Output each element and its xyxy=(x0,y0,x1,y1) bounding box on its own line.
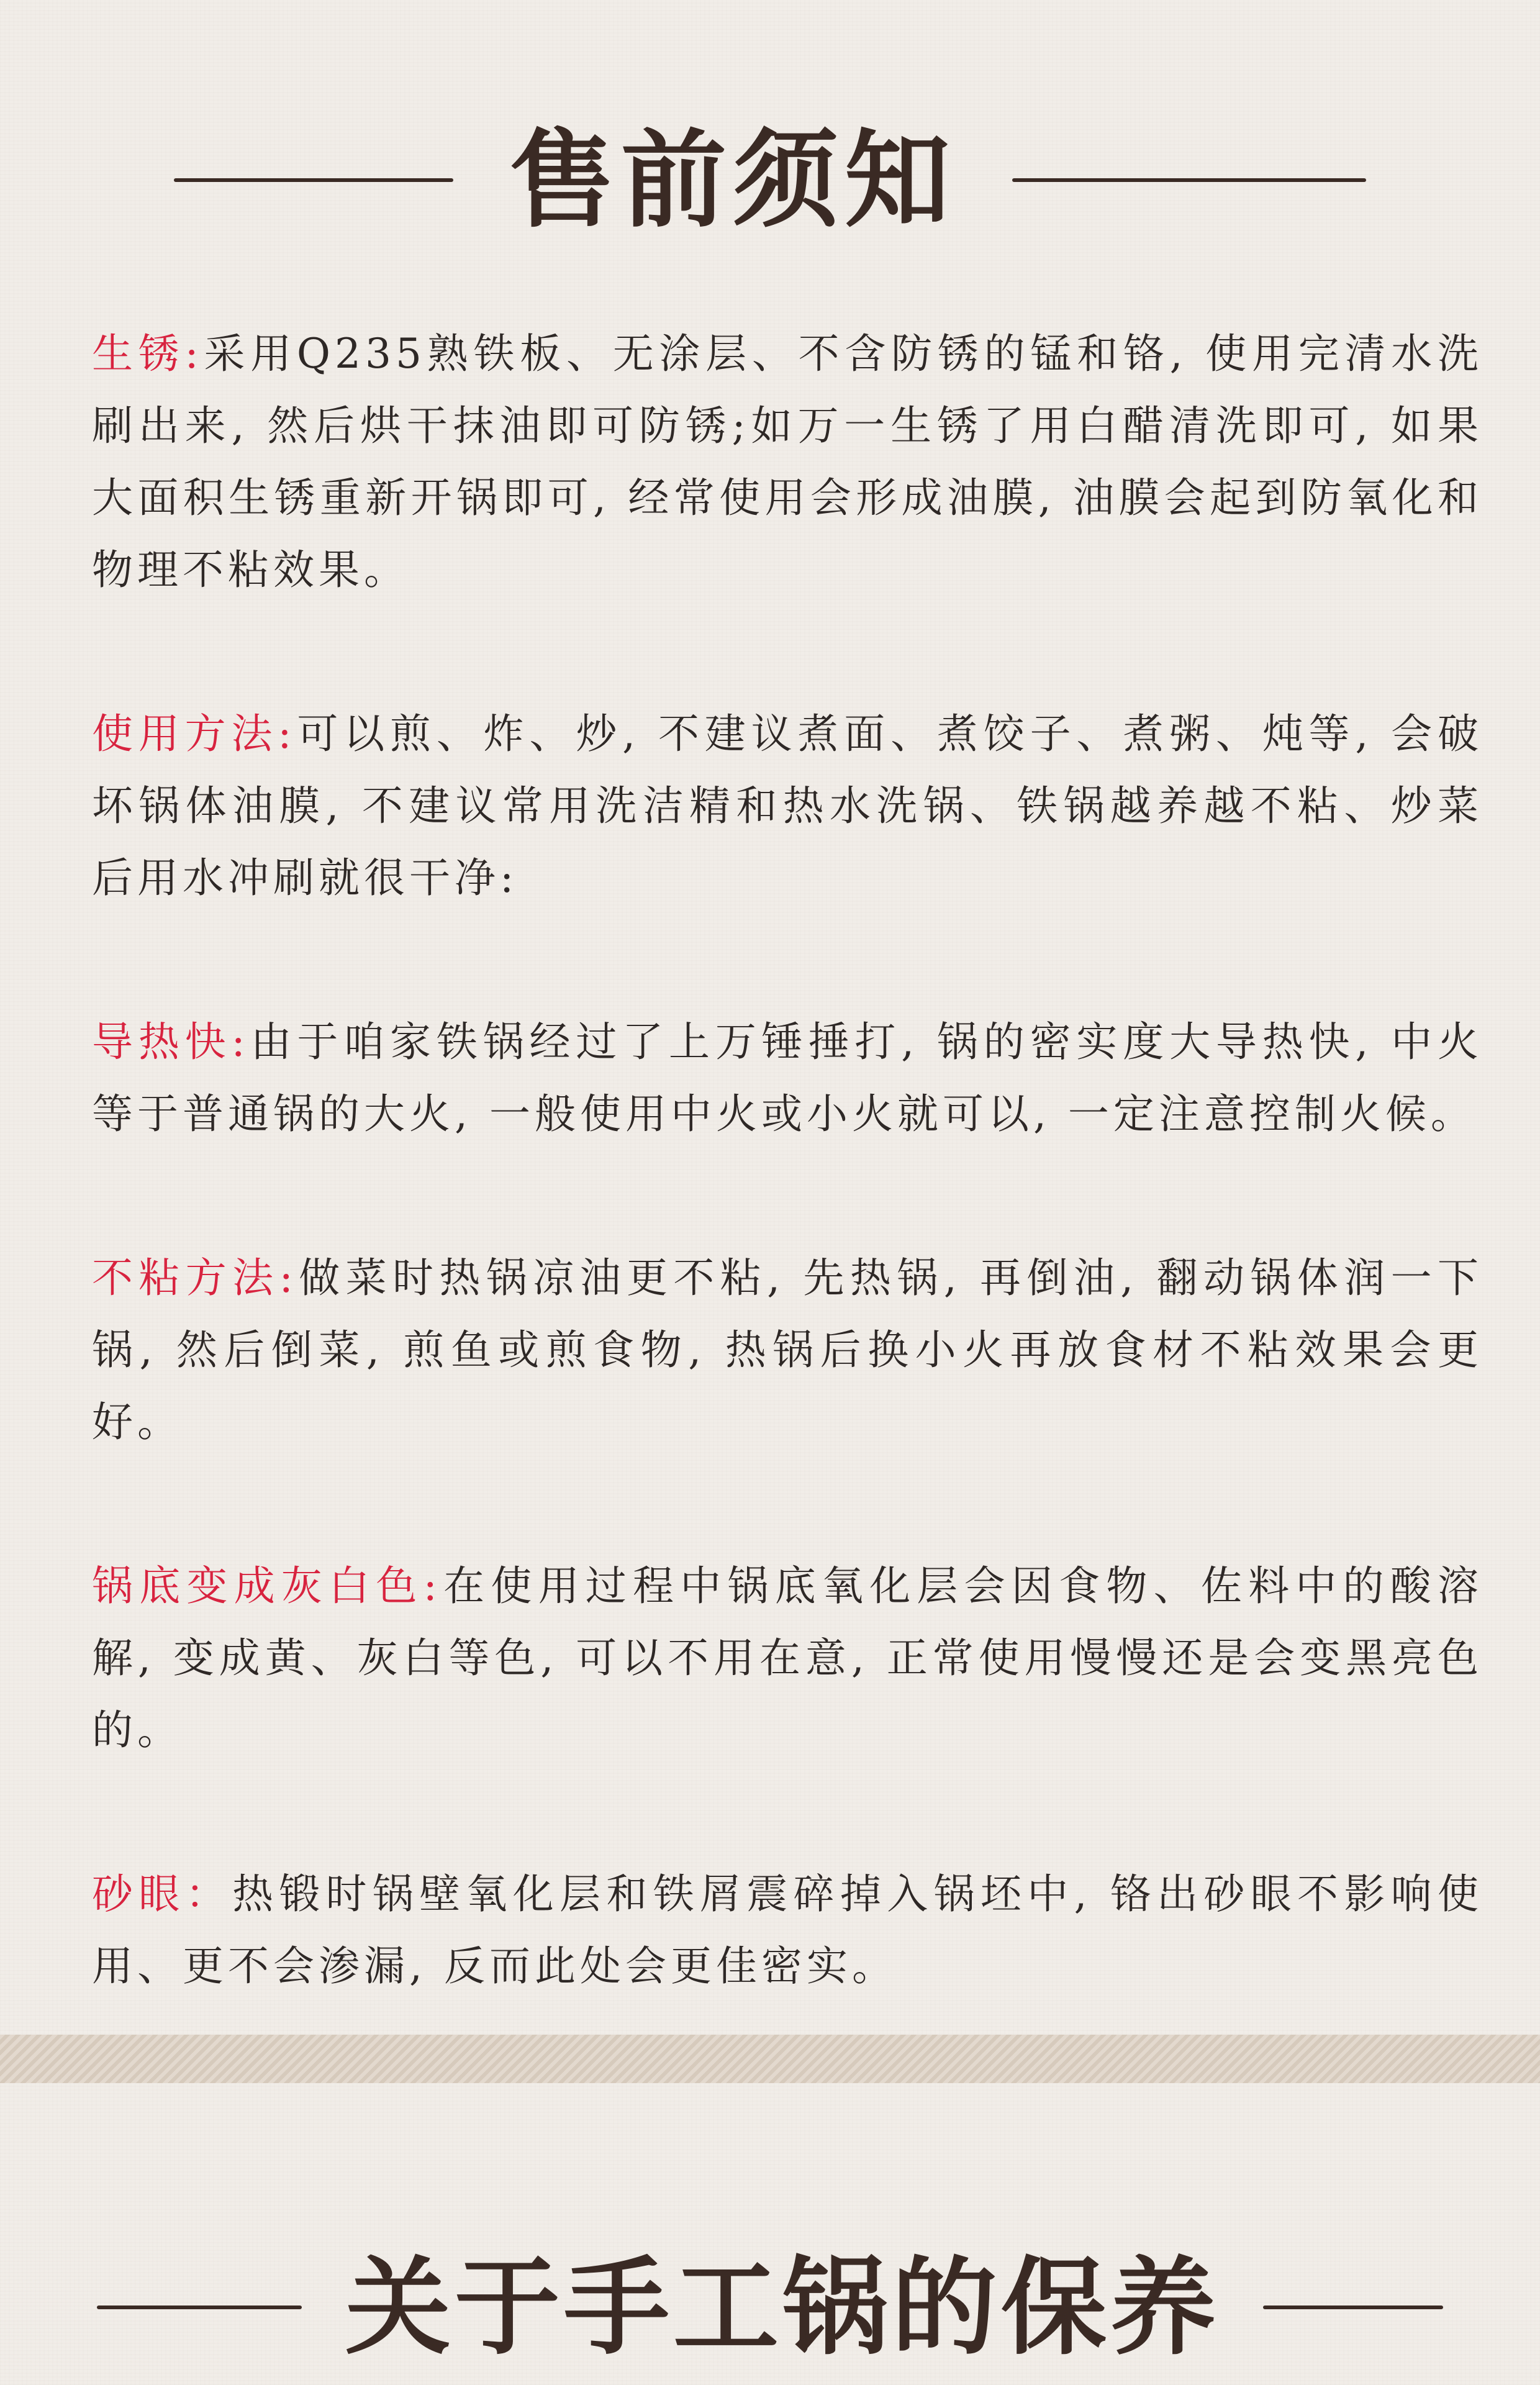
notice-text: 由于咱家铁锅经过了上万锤捶打, 锅的密实度大导热快, 中火等于普通锅的大火, 一般使用中火或小火就可以, 一定注意控制火候。 xyxy=(92,1018,1483,1138)
notice-paragraph xyxy=(92,1242,1483,1458)
section-header-presale xyxy=(0,112,1540,248)
header-rule-left xyxy=(174,178,453,182)
notice-label: 使用方法: xyxy=(92,710,296,758)
notice-section-usage xyxy=(92,698,1483,914)
notice-content xyxy=(92,318,1483,2094)
maintenance-title: 关于手工锅的保养 xyxy=(345,2245,1220,2369)
notice-label: 不粘方法: xyxy=(92,1254,297,1302)
notice-label: 砂眼： xyxy=(92,1870,232,1918)
footer-rule-right xyxy=(1263,2306,1443,2309)
notice-text: 做菜时热锅凉油更不粘, 先热锅, 再倒油, 翻动锅体润一下锅, 然后倒菜, 煎鱼或煎食物, 热锅后换小火再放食材不粘效果会更好。 xyxy=(92,1254,1483,1446)
notice-label: 导热快: xyxy=(92,1018,250,1066)
notice-text: 可以煎、炸、炒, 不建议煮面、煮饺子、煮粥、炖等, 会破坏锅体油膜, 不建议常用洗洁精和热水洗锅、铁锅越养越不粘、炒菜后用水冲刷就很干净: xyxy=(92,710,1483,902)
notice-section-pinholes xyxy=(92,1858,1483,2002)
notice-text: 在使用过程中锅底氧化层会因食物、佐料中的酸溶解, 变成黄、灰白等色, 可以不用在意, 正常使用慢慢还是会变黑亮色的。 xyxy=(92,1562,1483,1754)
page-title: 售前须知 xyxy=(509,118,956,242)
notice-label: 生锈: xyxy=(92,330,203,378)
header-rule-right xyxy=(1012,178,1366,182)
notice-section-heat xyxy=(92,1006,1483,1150)
notice-section-bottom-color xyxy=(92,1550,1483,1766)
notice-paragraph xyxy=(92,318,1483,606)
notice-text: 热锻时锅壁氧化层和铁屑震碎掉入锅坯中, 铬出砂眼不影响使用、更不会渗漏, 反而此处会更佳密实。 xyxy=(92,1870,1483,1990)
notice-section-nonstick xyxy=(92,1242,1483,1458)
footer-rule-left xyxy=(97,2306,302,2309)
section-header-maintenance xyxy=(0,2236,1540,2379)
notice-label: 锅底变成灰白色: xyxy=(92,1562,442,1610)
divider-stripe-band xyxy=(0,2035,1540,2083)
notice-section-rust xyxy=(92,318,1483,606)
notice-paragraph xyxy=(92,1006,1483,1150)
notice-paragraph xyxy=(92,698,1483,914)
notice-paragraph xyxy=(92,1858,1483,2002)
notice-paragraph xyxy=(92,1550,1483,1766)
notice-text: 采用Q235熟铁板、无涂层、不含防锈的锰和铬, 使用完清水洗刷出来, 然后烘干抹油即可防锈;如万一生锈了用白醋清洗即可, 如果大面积生锈重新开锅即可, 经常使用会形成油膜, 油膜会起到防氧化和物理不粘效果。 xyxy=(92,330,1483,594)
